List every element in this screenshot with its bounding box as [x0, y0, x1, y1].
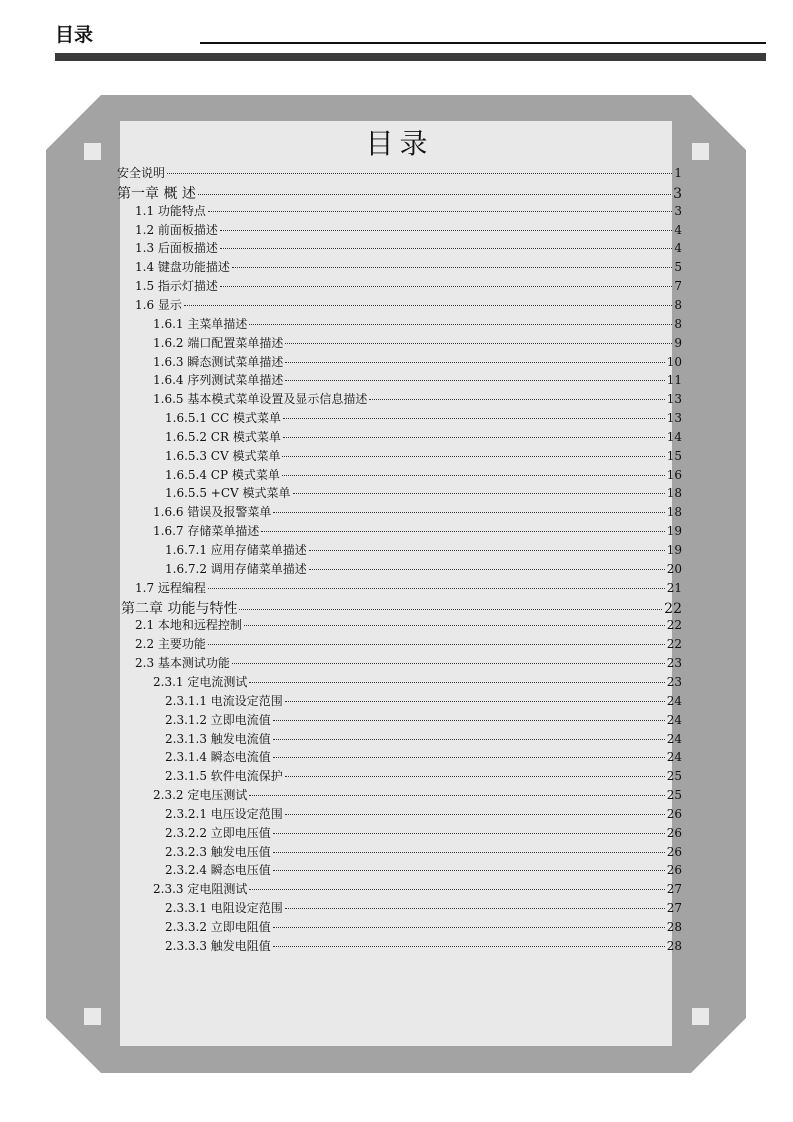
toc-leader-dots: [273, 833, 665, 834]
toc-entry-page: 18: [666, 505, 682, 520]
toc-leader-dots: [283, 437, 665, 438]
toc-leader-dots: [285, 776, 665, 777]
toc-entry[interactable]: [153, 503, 682, 521]
toc-entry-page: 14: [666, 429, 682, 444]
toc-leader-dots: [232, 267, 672, 268]
toc-entry[interactable]: [153, 522, 682, 540]
toc-entry[interactable]: [165, 937, 682, 955]
corner-square-bottom-right: [692, 1008, 709, 1025]
toc-entry[interactable]: [165, 861, 682, 879]
header-title: 目录: [55, 24, 94, 46]
toc-leader-dots: [285, 362, 664, 363]
toc-entry-page: 18: [666, 486, 682, 501]
toc-entry[interactable]: [165, 824, 682, 842]
toc-entry-title: 1.6.1 主菜单描述: [153, 316, 248, 331]
toc-entry-page: 23: [666, 674, 682, 689]
toc-entry[interactable]: [135, 296, 682, 314]
toc-entry[interactable]: [135, 616, 682, 634]
toc-entry[interactable]: [135, 239, 682, 257]
toc-leader-dots: [249, 324, 672, 325]
toc-leader-dots: [273, 739, 665, 740]
toc-entry-title: 1.3 后面板描述: [135, 241, 218, 256]
toc-entry-title: 2.3.2.2 立即电压值: [165, 825, 271, 840]
toc-entry-title: 1.6.4 序列测试菜单描述: [153, 373, 284, 388]
toc-entry-title: 2.1 本地和远程控制: [135, 618, 242, 633]
toc-entry[interactable]: [165, 409, 682, 427]
toc-entry-page: 7: [674, 279, 682, 294]
toc-entry-page: 1: [674, 166, 682, 180]
toc-entry-page: 4: [674, 241, 682, 256]
toc-entry[interactable]: [165, 541, 682, 559]
toc-entry-page: 25: [666, 769, 682, 784]
toc-entry[interactable]: [121, 598, 682, 616]
toc-leader-dots: [282, 456, 664, 457]
toc-leader-dots: [283, 418, 665, 419]
toc-entry-title: 1.6.7.1 应用存储菜单描述: [165, 543, 307, 557]
toc-title: 目录: [365, 127, 434, 160]
toc-entry[interactable]: [165, 918, 682, 936]
toc-leader-dots: [220, 286, 672, 287]
toc-entry-title: 1.6.5.4 CP 模式菜单: [165, 467, 280, 482]
toc-entry[interactable]: [153, 673, 682, 691]
toc-entry[interactable]: [135, 258, 682, 276]
toc-entry-page: 26: [666, 844, 682, 859]
toc-entry-title: 1.2 前面板描述: [135, 222, 218, 237]
toc-entry-page: 3: [673, 185, 682, 202]
toc-entry-page: 22: [666, 618, 682, 633]
toc-entry-page: 5: [674, 260, 682, 275]
toc-leader-dots: [249, 889, 664, 890]
toc-leader-dots: [285, 908, 665, 909]
toc-entry-page: 9: [674, 335, 682, 350]
toc-entry-title: 1.6.7.2 调用存储菜单描述: [165, 561, 307, 576]
toc-entry-title: 1.7 远程编程: [135, 580, 206, 595]
toc-entry-page: 26: [666, 863, 682, 878]
toc-entry[interactable]: [135, 202, 682, 220]
toc-entry-title: 2.2 主要功能: [135, 637, 206, 652]
toc-leader-dots: [309, 550, 665, 551]
toc-entry-title: 1.6.5 基本模式菜单设置及显示信息描述: [153, 392, 368, 407]
toc-entry-page: 25: [666, 788, 682, 803]
toc-entry-page: 15: [666, 448, 682, 463]
toc-entry-title: 2.3 基本测试功能: [135, 656, 230, 671]
toc-entry-page: 24: [666, 731, 682, 746]
toc-entry[interactable]: [135, 635, 682, 653]
toc-entry-title: 2.3.1.4 瞬态电流值: [165, 750, 271, 765]
toc-leader-dots: [273, 852, 665, 853]
toc-entry-title: 1.6.7 存储菜单描述: [153, 524, 260, 539]
toc-entry-title: 2.3.2.3 触发电压值: [165, 844, 271, 859]
toc-entry-title: 2.3.1.5 软件电流保护: [165, 769, 283, 784]
toc-entry[interactable]: [153, 334, 682, 352]
toc-entry-title: 1.6.2 端口配置菜单描述: [153, 335, 284, 350]
toc-leader-dots: [167, 173, 672, 174]
toc-entry-title: 1.6.3 瞬态测试菜单描述: [153, 354, 284, 369]
toc-entry[interactable]: [153, 353, 682, 371]
toc-entry-page: 10: [666, 354, 682, 369]
toc-entry[interactable]: [153, 880, 682, 898]
toc-entry[interactable]: [117, 183, 682, 201]
toc-leader-dots: [232, 663, 665, 664]
toc-entry[interactable]: [153, 390, 682, 408]
toc-entry-title: 1.6.5.3 CV 模式菜单: [165, 448, 281, 463]
toc-entry-title: 安全说明: [117, 166, 166, 180]
toc-entry[interactable]: [135, 277, 682, 295]
toc-entry[interactable]: [165, 748, 682, 766]
toc-entry-page: 8: [674, 316, 682, 331]
toc-leader-dots: [208, 211, 672, 212]
toc-entry-title: 2.3.2.1 电压设定范围: [165, 806, 283, 821]
toc-entry-page: 13: [666, 411, 682, 426]
toc-entry-page: 20: [666, 561, 682, 576]
toc-entry[interactable]: [135, 654, 682, 672]
toc-leader-dots: [273, 757, 665, 758]
toc-entry[interactable]: [117, 164, 682, 182]
toc-entry-title: 1.6 显示: [135, 297, 182, 312]
toc-leader-dots: [285, 701, 665, 702]
toc-entry-page: 24: [666, 712, 682, 727]
header-rule-thin: [200, 42, 766, 44]
toc-entry[interactable]: [165, 466, 682, 484]
header-rule-thick: [55, 53, 766, 61]
toc-entry[interactable]: [153, 315, 682, 333]
toc-leader-dots: [273, 512, 664, 513]
toc-entry[interactable]: [153, 786, 682, 804]
toc-entry-page: 16: [666, 467, 682, 482]
toc-entry[interactable]: [165, 730, 682, 748]
toc-leader-dots: [285, 380, 664, 381]
toc-entry-page: 24: [666, 693, 682, 708]
toc-entry-page: 8: [674, 297, 682, 312]
toc-entry-title: 1.6.6 错误及报警菜单: [153, 505, 272, 520]
toc-entry-page: 11: [666, 373, 682, 388]
toc-leader-dots: [244, 625, 665, 626]
toc-entry-page: 28: [666, 920, 682, 934]
toc-entry[interactable]: [165, 428, 682, 446]
toc-entry[interactable]: [165, 484, 682, 502]
toc-entry-title: 1.1 功能特点: [135, 203, 206, 218]
toc-entry-title: 1.4 键盘功能描述: [135, 260, 230, 275]
toc-entry-title: 2.3.3.1 电阻设定范围: [165, 901, 283, 916]
toc-entry-page: 19: [666, 524, 682, 539]
toc-entry-title: 2.3.2.4 瞬态电压值: [165, 863, 271, 878]
toc-entry-page: 22: [664, 600, 682, 617]
toc-leader-dots: [293, 493, 665, 494]
toc-entry[interactable]: [165, 560, 682, 578]
toc-entry[interactable]: [165, 447, 682, 465]
toc-entry[interactable]: [165, 805, 682, 823]
toc-leader-dots: [309, 569, 665, 570]
toc-entry-title: 1.6.5.2 CR 模式菜单: [165, 429, 281, 444]
corner-square-bottom-left: [84, 1008, 101, 1025]
toc-entry-title: 2.3.1 定电流测试: [153, 674, 248, 689]
toc-entry[interactable]: [135, 579, 682, 597]
toc-leader-dots: [285, 814, 665, 815]
toc-entry-title: 2.3.3.3 触发电阻值: [165, 938, 271, 953]
toc-leader-dots: [369, 399, 664, 400]
toc-leader-dots: [273, 720, 665, 721]
toc-entry-page: 26: [666, 825, 682, 840]
toc-entry[interactable]: [165, 899, 682, 917]
toc-leader-dots: [220, 248, 672, 249]
toc-leader-dots: [273, 946, 665, 947]
toc-entry-title: 2.3.3.2 立即电阻值: [165, 920, 271, 934]
toc-entry-page: 27: [666, 901, 682, 916]
toc-entry-title: 2.3.1.1 电流设定范围: [165, 693, 283, 708]
toc-leader-dots: [198, 194, 671, 195]
toc-leader-dots: [239, 609, 662, 610]
toc-entry-page: 24: [666, 750, 682, 765]
toc-leader-dots: [184, 305, 672, 306]
toc-entry-title: 2.3.2 定电压测试: [153, 788, 248, 803]
toc-entry-page: 27: [666, 882, 682, 897]
toc-entry-title: 2.3.3 定电阻测试: [153, 882, 248, 897]
toc-entry[interactable]: [165, 711, 682, 729]
toc-entry-title: 2.3.1.2 立即电流值: [165, 712, 271, 727]
toc-entry[interactable]: [165, 767, 682, 785]
toc-entry-page: 28: [666, 938, 682, 953]
toc-entry-page: 26: [666, 806, 682, 821]
toc-entry-title: 2.3.1.3 触发电流值: [165, 731, 271, 746]
toc-leader-dots: [208, 588, 665, 589]
toc-entry-page: 19: [666, 543, 682, 557]
toc-entry-page: 23: [666, 656, 682, 671]
toc-entry[interactable]: [153, 371, 682, 389]
toc-leader-dots: [220, 230, 672, 231]
toc-entry-page: 3: [674, 203, 682, 218]
toc-leader-dots: [273, 870, 665, 871]
toc-entry-page: 21: [666, 580, 682, 595]
toc-leader-dots: [282, 475, 665, 476]
toc-entry-page: 4: [674, 222, 682, 237]
toc-entry-page: 22: [666, 637, 682, 652]
toc-leader-dots: [208, 644, 665, 645]
toc-leader-dots: [273, 927, 665, 928]
toc-entry-title: 第二章 功能与特性: [121, 600, 238, 617]
toc-leader-dots: [249, 795, 664, 796]
toc-entry[interactable]: [165, 843, 682, 861]
toc-entry[interactable]: [135, 221, 682, 239]
toc-entry-title: 1.5 指示灯描述: [135, 279, 218, 294]
toc-entry-title: 1.6.5.1 CC 模式菜单: [165, 411, 281, 426]
toc-entry[interactable]: [165, 692, 682, 710]
toc-entry-title: 第一章 概 述: [117, 185, 196, 202]
toc-leader-dots: [261, 531, 664, 532]
toc-leader-dots: [285, 343, 672, 344]
toc-entry-page: 13: [666, 392, 682, 407]
toc-leader-dots: [249, 682, 664, 683]
toc-entry-title: 1.6.5.5 +CV 模式菜单: [165, 486, 291, 501]
